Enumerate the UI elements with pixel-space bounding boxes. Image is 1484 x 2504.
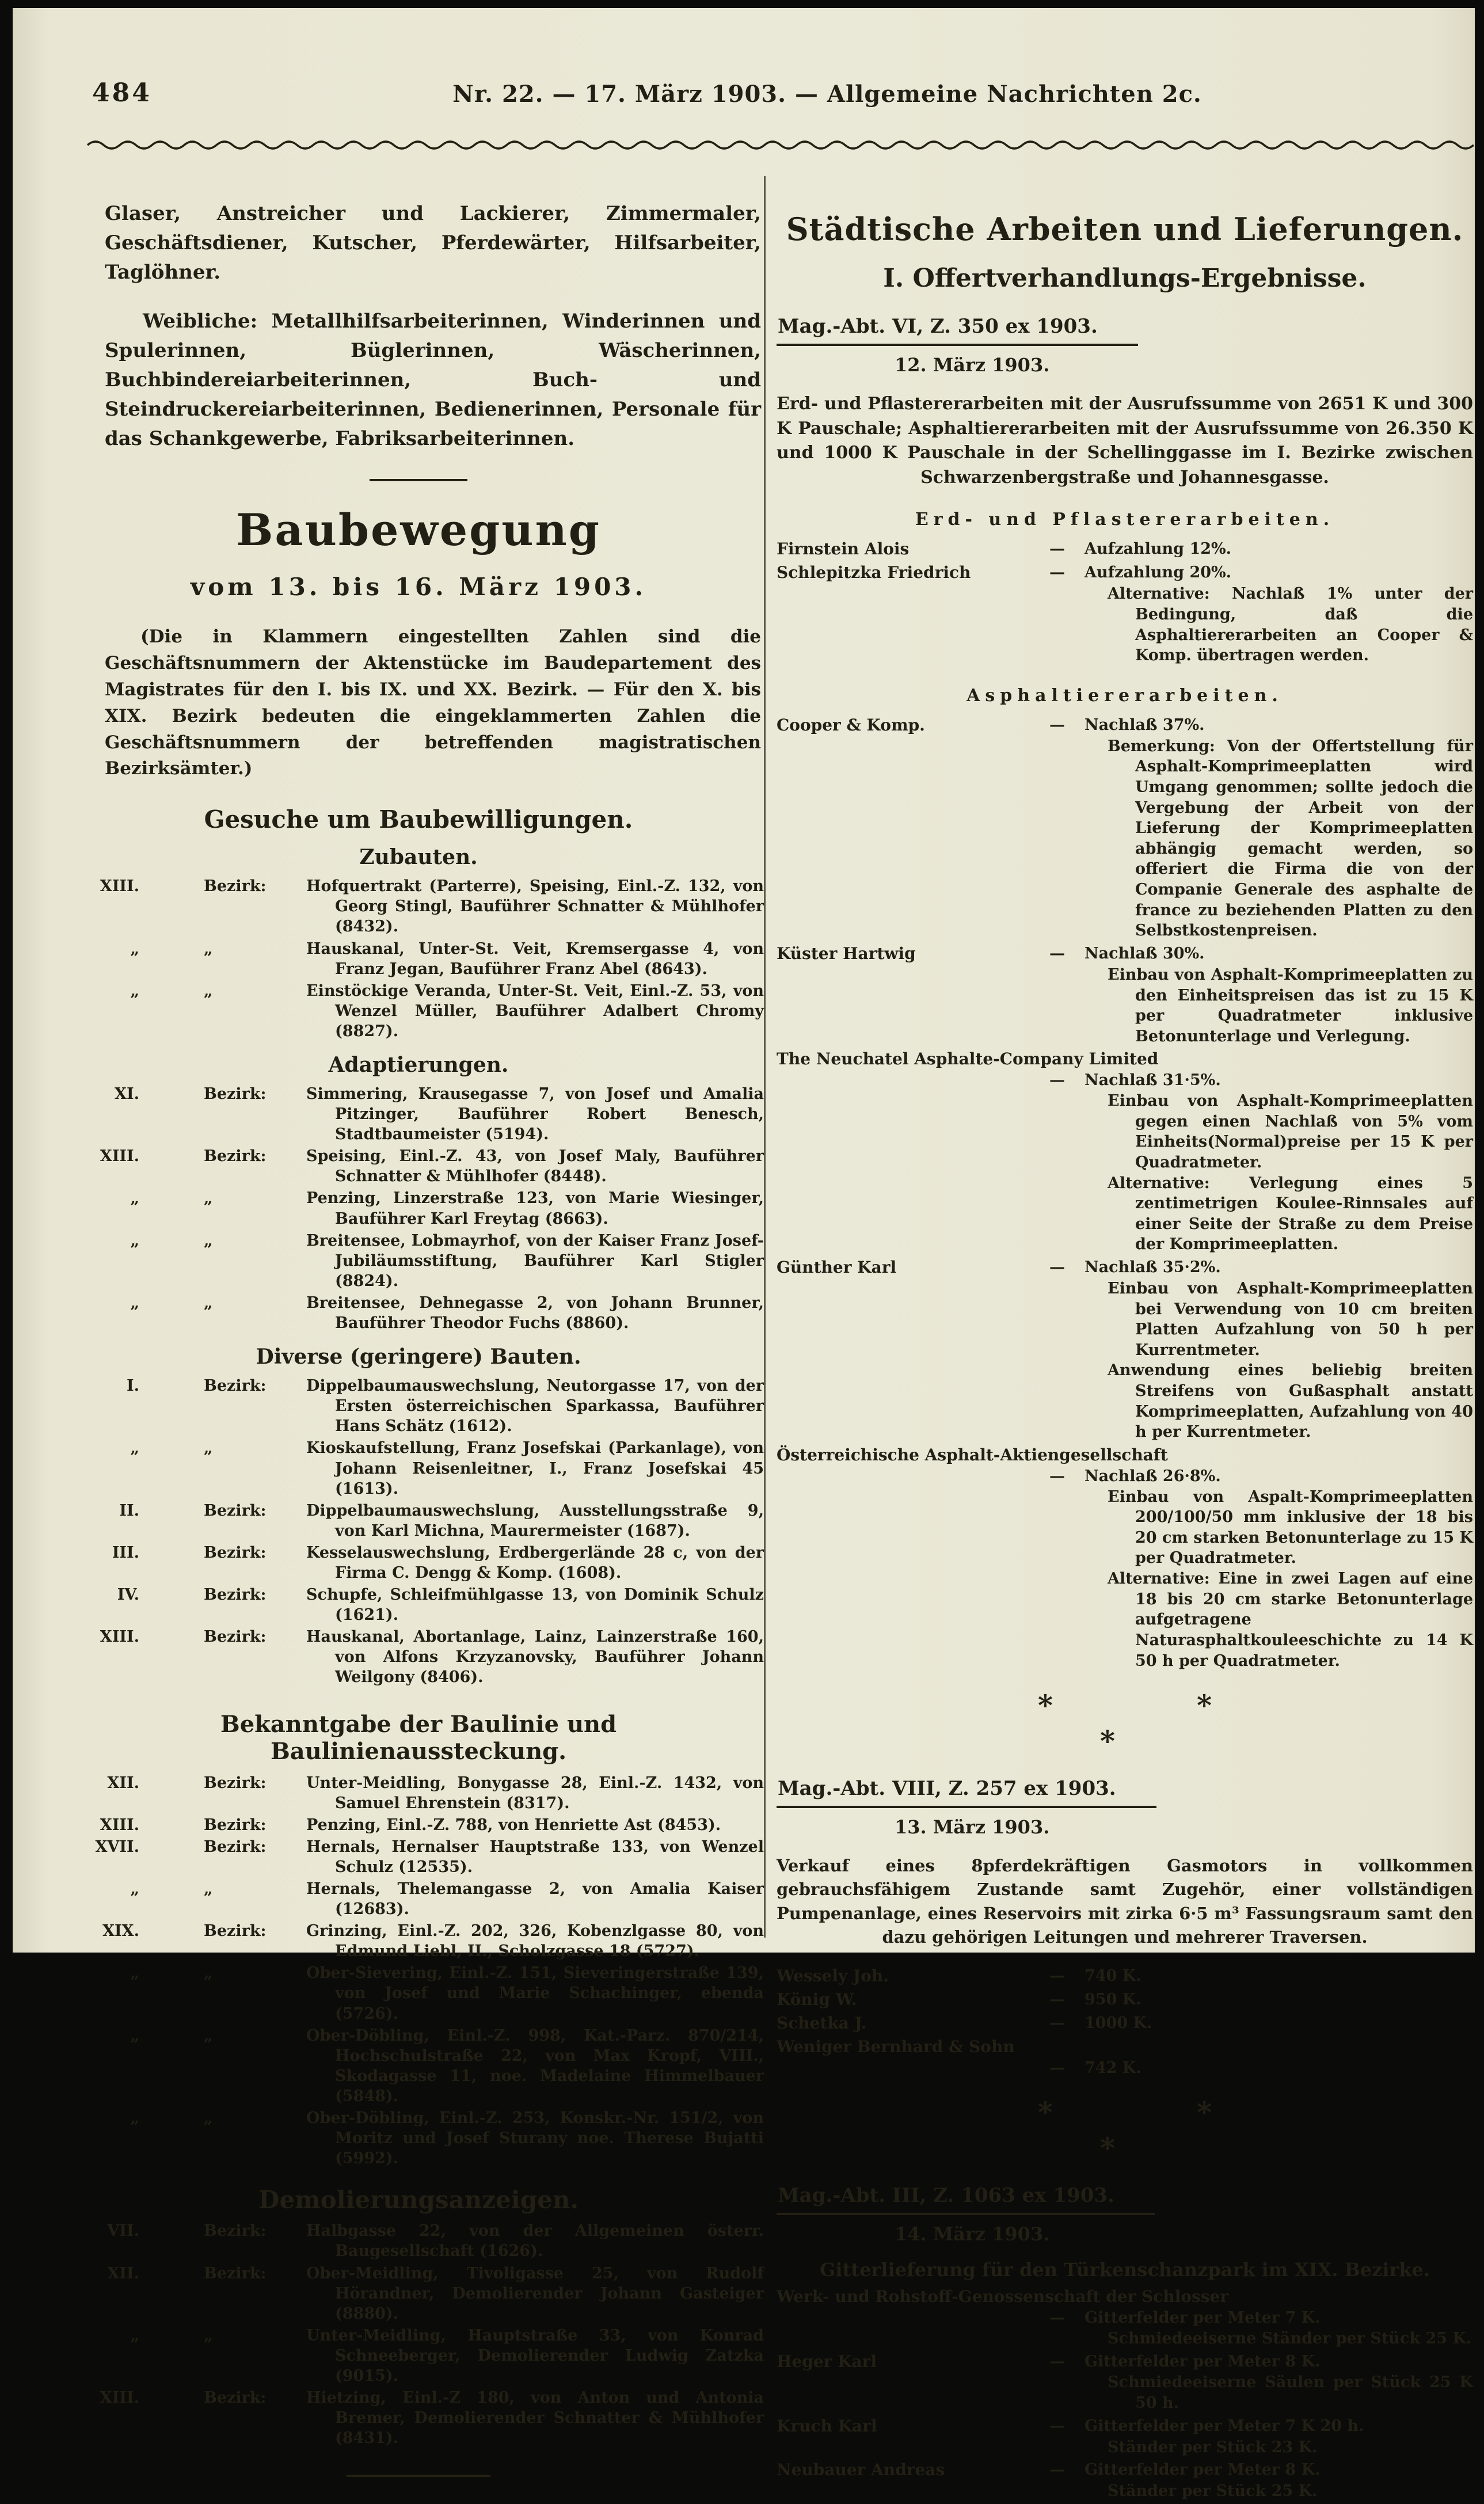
register-entry bbox=[73, 2263, 764, 2324]
bidder-name: Günther Karl bbox=[777, 1258, 897, 1277]
entry-text: Kesselauswechslung, Erdbergerlände 28 c, von der Firma C. Dengg & Komp. (1608). bbox=[306, 1543, 764, 1582]
bidder-row bbox=[777, 2286, 1473, 2349]
bidder-name: Heger Karl bbox=[777, 2351, 877, 2371]
district-label: „ bbox=[204, 1964, 213, 1982]
entry-text: Ober-Sievering, Einl.-Z. 151, Sieveringerstraße 139, von Josef und Marie Schachinger, ebenda (5726). bbox=[306, 1964, 764, 2023]
star-icon: * bbox=[1099, 1724, 1116, 1759]
bidder-row bbox=[777, 1966, 1473, 1987]
bid-result: Aufzahlung 12%. bbox=[1085, 540, 1232, 558]
dash: — bbox=[1049, 2014, 1065, 2032]
district-numeral: II. bbox=[119, 1501, 139, 1520]
entry-text: Speising, Einl.-Z. 43, von Josef Maly, Bauführer Schnatter & Mühlhofer (8448). bbox=[306, 1147, 764, 1186]
district-numeral: XII. bbox=[107, 1774, 139, 1792]
heading-adaptierungen: Adaptierungen. bbox=[328, 1053, 509, 1077]
column-divider bbox=[764, 176, 766, 1938]
heading-diverse-bauten: Diverse (geringere) Bauten. bbox=[256, 1345, 581, 1369]
spacer bbox=[777, 1070, 1030, 1091]
bidder-name: Firnstein Alois bbox=[777, 539, 910, 559]
entry-text: Hietzing, Einl.-Z 180, von Anton und Antonia Bremer, Demolierender Schnatter & Mühlhofer (8431). bbox=[306, 2389, 764, 2448]
asterisk-separator bbox=[777, 2095, 1473, 2166]
adaptierungen-list bbox=[73, 1084, 764, 1333]
district-label: Bezirk: bbox=[204, 1147, 267, 1166]
district-numeral: „ bbox=[130, 939, 139, 958]
entry-text: Penzing, Einl.-Z. 788, von Henriette Ast (8453). bbox=[306, 1816, 721, 1834]
bidder-row bbox=[777, 562, 1473, 665]
bidder-name: Schlepitzka Friedrich bbox=[777, 563, 971, 583]
district-label: Bezirk: bbox=[204, 1085, 267, 1103]
baulinie-list bbox=[73, 1773, 764, 2169]
bid-note: Einbau von Asphalt-Komprimeeplatten bei Verwendung von 10 cm breiten Platten Aufzahlung von 50 h per Kurrentmeter. bbox=[1108, 1279, 1473, 1359]
bid-note: Alternative: Verlegung eines 5 zentimetrigen Koulee-Rinnsales auf einer Seite der Straße zu dem Preise der Komprimeeplatten. bbox=[1108, 1174, 1473, 1254]
district-label: „ bbox=[204, 2026, 213, 2045]
heading-demolierungen: Demolierungsanzeigen. bbox=[258, 2186, 579, 2214]
bidder-row bbox=[777, 715, 1473, 941]
district-numeral: VII. bbox=[107, 2222, 139, 2240]
dash: — bbox=[1049, 2417, 1065, 2435]
demolierungen-list bbox=[73, 2221, 764, 2448]
star-icon: * bbox=[1037, 1688, 1053, 1723]
heading-staedtische-arbeiten: Städtische Arbeiten und Lieferungen. bbox=[786, 211, 1464, 248]
bid-note: Ständer per Stück 23 K. bbox=[1108, 2438, 1318, 2456]
entry-text: Schupfe, Schleifmühlgasse 13, von Dominik Schulz (1621). bbox=[306, 1586, 764, 1624]
district-numeral: XIII. bbox=[100, 1628, 139, 1646]
page-number: 484 bbox=[92, 78, 152, 108]
heading-zubauten: Zubauten. bbox=[359, 845, 478, 870]
entry-text: Kioskaufstellung, Franz Josefskai (Parkanlage), von Johann Reisenleitner, I., Franz Josefskai 45 (1613). bbox=[306, 1439, 764, 1498]
district-label: Bezirk: bbox=[204, 2222, 267, 2240]
bid-result: Nachlaß 31·5%. bbox=[1085, 1071, 1221, 1090]
dash: — bbox=[1049, 1990, 1065, 2008]
register-entry bbox=[73, 1146, 764, 1186]
subheading-asphaltierer: Asphaltiererarbeiten. bbox=[966, 685, 1283, 706]
district-label: „ bbox=[204, 1439, 213, 1458]
file-reference-3: Mag.-Abt. III, Z. 1063 ex 1903. bbox=[777, 2184, 1155, 2215]
district-label: „ bbox=[204, 1293, 213, 1312]
district-label: „ bbox=[204, 981, 213, 1000]
dash: — bbox=[1049, 2352, 1065, 2370]
district-label: Bezirk: bbox=[204, 1501, 267, 1520]
district-numeral: „ bbox=[130, 1189, 139, 1208]
district-numeral: „ bbox=[130, 1293, 139, 1312]
district-label: „ bbox=[204, 2109, 213, 2128]
register-entry bbox=[73, 1501, 764, 1541]
wavy-rule bbox=[87, 137, 1469, 153]
file-reference-2: Mag.-Abt. VIII, Z. 257 ex 1903. bbox=[777, 1777, 1156, 1808]
right-column bbox=[777, 211, 1473, 2504]
bid-amount: 1000 K. bbox=[1085, 2014, 1152, 2032]
entry-text: Ober-Döbling, Einl.-Z. 253, Konskr.-Nr. 151/2, von Moritz und Josef Sturany noe. Therese Bujatti (5992). bbox=[306, 2109, 764, 2168]
district-label: Bezirk: bbox=[204, 1922, 267, 1940]
star-icon: * bbox=[1197, 1688, 1212, 1723]
district-label: Bezirk: bbox=[204, 1628, 267, 1646]
bidder-name: Werk- und Rohstoff-Genossenschaft der Schlosser bbox=[777, 2287, 1229, 2307]
register-entry bbox=[73, 1627, 764, 1687]
bidder-row bbox=[777, 1257, 1473, 1443]
register-entry bbox=[73, 2326, 764, 2386]
entry-text: Hauskanal, Abortanlage, Lainz, Lainzerstraße 160, von Alfons Krzyzanovsky, Bauführer Johann Weilgony (8406). bbox=[306, 1628, 764, 1687]
bid-amount: 742 K. bbox=[1085, 2058, 1141, 2077]
dash: — bbox=[1049, 540, 1065, 558]
star-icon: * bbox=[1197, 2095, 1212, 2130]
dash: — bbox=[1049, 1467, 1065, 1485]
bidder-row bbox=[777, 1989, 1473, 2011]
dash: — bbox=[1049, 1071, 1065, 1090]
dash: — bbox=[1049, 2058, 1065, 2077]
register-entry bbox=[73, 1837, 764, 1877]
bid-result: Gitterfelder per Meter 7 K. bbox=[1085, 2309, 1321, 2327]
bidder-row bbox=[777, 2460, 1473, 2502]
bidder-name: Wessely Joh. bbox=[777, 1966, 889, 1985]
heading-gitterlieferung: Gitterlieferung für den Türkenschanzpark im XIX. Bezirke. bbox=[820, 2259, 1430, 2281]
spacer bbox=[777, 2308, 1030, 2328]
bid-note: Schmiedeeiserne Ständer per Stück 25 K. bbox=[1108, 2329, 1472, 2347]
bid-result: Gitterfelder per Meter 8 K. bbox=[1085, 2352, 1321, 2370]
district-numeral: XIX. bbox=[102, 1922, 139, 1940]
district-numeral: XIII. bbox=[100, 2389, 139, 2407]
baubewegung-daterange: vom 13. bis 16. März 1903. bbox=[190, 573, 647, 601]
register-entry bbox=[73, 2388, 764, 2448]
notice-date-1: 12. März 1903. bbox=[895, 354, 1050, 376]
subheading-erd-pflasterer: Erd- und Pflastererarbeiten. bbox=[915, 509, 1335, 530]
heading-gesuche: Gesuche um Baubewilligungen. bbox=[204, 805, 633, 834]
bid-result: Nachlaß 35·2%. bbox=[1085, 1258, 1221, 1277]
register-entry bbox=[73, 1293, 764, 1333]
bidder-name: Schetka J. bbox=[777, 2013, 867, 2033]
bidder-name: Cooper & Komp. bbox=[777, 715, 925, 735]
bid-note: Anwendung eines beliebig breiten Streifens von Gußasphalt anstatt Komprimeeplatten, Aufzahlung von 40 h per Kurrentmeter. bbox=[1108, 1361, 1473, 1441]
heading-baulinie: Bekanntgabe der Baulinie und Baulinienaussteckung. bbox=[220, 1710, 617, 1765]
district-numeral: XIII. bbox=[100, 877, 139, 896]
asterisk-separator bbox=[777, 1688, 1473, 1759]
star-icon: * bbox=[1099, 2131, 1116, 2166]
entry-text: Ober-Döbling, Einl.-Z. 998, Kat.-Parz. 870/214, Hochschulstraße 22, von Max Kropf, VIII., Skodagasse 11, noe. Madelaine Himmelbauer (5848). bbox=[306, 2026, 764, 2105]
district-numeral: III. bbox=[112, 1543, 139, 1562]
district-numeral: XIII. bbox=[100, 1147, 139, 1166]
district-label: Bezirk: bbox=[204, 1543, 267, 1562]
dash: — bbox=[1049, 2309, 1065, 2327]
bidder-row bbox=[777, 2351, 1473, 2414]
bidder-name: Neubauer Andreas bbox=[777, 2460, 945, 2480]
district-label: „ bbox=[204, 1231, 213, 1250]
entry-text: Dippelbaumauswechslung, Neutorgasse 17, von der Ersten österreichischen Sparkassa, Bauführer Hans Schätz (1612). bbox=[306, 1377, 764, 1436]
bidder-name: König W. bbox=[777, 1989, 857, 2009]
bidder-row bbox=[777, 2013, 1473, 2034]
bidder-row bbox=[777, 2037, 1473, 2079]
register-entry bbox=[73, 1376, 764, 1436]
entry-text: Dippelbaumauswechslung, Ausstellungsstraße 9, von Karl Michna, Maurermeister (1687). bbox=[306, 1501, 764, 1540]
district-numeral: „ bbox=[130, 1439, 139, 1458]
bidder-name: Kruch Karl bbox=[777, 2416, 877, 2435]
bid-amount: 950 K. bbox=[1085, 1990, 1141, 2008]
entry-text: Hernals, Thelemangasse 2, von Amalia Kaiser (12683). bbox=[306, 1880, 764, 1919]
notice-1-description: Erd- und Pflastererarbeiten mit der Ausrufssumme von 2651 K und 300 K Pauschale; Asphaltiererarbeiten mit der Ausrufssumme von 26.350 K und 1000 K Pauschale in der Schellinggasse im I. Bezirke zwischen Schwarzenbergstraße und Johannesgasse. bbox=[777, 394, 1473, 488]
entry-text: Unter-Meidling, Hauptstraße 33, von Konrad Schneeberger, Demolierender Ludwig Zatzka (9015). bbox=[306, 2326, 764, 2385]
district-label: „ bbox=[204, 939, 213, 958]
zubauten-list bbox=[73, 876, 764, 1041]
bid-note: Ständer per Stück 25 K. bbox=[1108, 2482, 1318, 2501]
dash: — bbox=[1049, 1966, 1065, 1985]
register-entry bbox=[73, 1963, 764, 2023]
district-label: Bezirk: bbox=[204, 1837, 267, 1856]
district-label: „ bbox=[204, 2326, 213, 2345]
entry-text: Ober-Meidling, Tivoligasse 25, von Rudolf Hörandner, Demolierender Johann Gasteiger (8880). bbox=[306, 2264, 764, 2323]
heading-offertverhandlungs-ergebnisse: I. Offertverhandlungs-Ergebnisse. bbox=[883, 264, 1367, 293]
bid-note: Schmiedeeiserne Säulen per Stück 25 K 50 h. bbox=[1108, 2373, 1473, 2412]
bidder-row bbox=[777, 539, 1473, 560]
entry-text: Hauskanal, Unter-St. Veit, Kremsergasse 4, von Franz Jegan, Bauführer Franz Abel (8643). bbox=[306, 939, 764, 978]
register-entry bbox=[73, 1585, 764, 1625]
district-label: Bezirk: bbox=[204, 2264, 267, 2282]
register-entry bbox=[73, 876, 764, 937]
bid-note: Einbau von Asphalt-Komprimeeplatten zu den Einheitspreisen das ist zu 15 K per Quadratmeter inklusive Betonunterlage und Verlegung. bbox=[1108, 965, 1473, 1045]
district-label: Bezirk: bbox=[204, 1377, 267, 1395]
end-rule bbox=[347, 2475, 490, 2477]
bid-result: Nachlaß 37%. bbox=[1085, 716, 1205, 734]
bid-result: Aufzahlung 20%. bbox=[1085, 564, 1232, 582]
district-numeral: XI. bbox=[115, 1085, 139, 1103]
district-numeral: XVII. bbox=[95, 1837, 139, 1856]
district-numeral: „ bbox=[130, 1880, 139, 1898]
spacer bbox=[777, 2058, 1030, 2079]
bidder-name: Weniger Bernhard & Sohn bbox=[777, 2037, 1015, 2056]
district-numeral: „ bbox=[130, 981, 139, 1000]
bidder-row bbox=[777, 943, 1473, 1046]
entry-text: Simmering, Krausegasse 7, von Josef und Amalia Pitzinger, Bauführer Robert Benesch, Stadtbaumeister (5194). bbox=[306, 1085, 764, 1144]
bidder-row bbox=[777, 1445, 1473, 1671]
district-numeral: XIII. bbox=[100, 1816, 139, 1834]
district-label: „ bbox=[204, 1189, 213, 1208]
bid-result: Nachlaß 26·8%. bbox=[1085, 1467, 1221, 1485]
district-label: „ bbox=[204, 1880, 213, 1898]
entry-text: Unter-Meidling, Bonygasse 28, Einl.-Z. 1432, von Samuel Ehrenstein (8317). bbox=[306, 1774, 764, 1812]
register-entry bbox=[73, 1879, 764, 1919]
entry-text: Einstöckige Veranda, Unter-St. Veit, Einl.-Z. 53, von Wenzel Müller, Bauführer Adalbert Chromy (8827). bbox=[306, 981, 764, 1040]
bidder-name: Küster Hartwig bbox=[777, 943, 916, 963]
bid-note: Alternative: Nachlaß 1% unter der Bedingung, daß die Asphaltiererarbeiten an Cooper & Komp. übertragen werden. bbox=[1108, 585, 1473, 665]
dash: — bbox=[1049, 716, 1065, 734]
bidder-row bbox=[777, 2416, 1473, 2458]
register-entry bbox=[73, 1438, 764, 1498]
dash: — bbox=[1049, 1258, 1065, 1277]
bid-note: Einbau von Aspalt-Komprimeeplatten 200/100/50 mm inklusive der 18 bis 20 cm starken Betonunterlage zu 15 K per Quadratmeter. bbox=[1108, 1487, 1473, 1567]
entry-text: Penzing, Linzerstraße 123, von Marie Wiesinger, Bauführer Karl Freytag (8663). bbox=[306, 1189, 764, 1228]
register-entry bbox=[73, 939, 764, 979]
dash: — bbox=[1049, 564, 1065, 582]
bid-note: Einbau von Asphalt-Komprimeeplatten gegen einen Nachlaß von 5% vom Einheits(Normal)preise per 15 K per Quadratmeter. bbox=[1108, 1092, 1473, 1171]
notice-date-3: 14. März 1903. bbox=[895, 2223, 1050, 2246]
labor-list-male: Glaser, Anstreicher und Lackierer, Zimmermaler, Geschäftsdiener, Kutscher, Pferdewärter, Hilfsarbeiter, Taglöhner. bbox=[105, 202, 761, 284]
district-numeral: „ bbox=[130, 1231, 139, 1250]
register-entry bbox=[73, 2108, 764, 2168]
district-label: Bezirk: bbox=[204, 877, 267, 896]
file-reference-1: Mag.-Abt. VI, Z. 350 ex 1903. bbox=[777, 315, 1138, 346]
entry-text: Grinzing, Einl.-Z. 202, 326, Kobenzlgasse 80, von Edmund Liebl, II., Scholzgasse 18 (5727). bbox=[306, 1922, 764, 1961]
bid-note: Bemerkung: Von der Offertstellung für Asphalt-Komprimeeplatten wird Umgang genommen; sollte jedoch die Vergebung der Arbeit von der Lieferung der Komprimeeplatten abhängig gemacht werden, so offeriert die Firma die von der Companie Generale des asphalte de france zu beziehenden Platten zu den Selbstkostenpreisen. bbox=[1108, 737, 1473, 940]
district-label: Bezirk: bbox=[204, 2389, 267, 2407]
labor-list-female: Weibliche: Metallhilfsarbeiterinnen, Winderinnen und Spulerinnen, Büglerinnen, Wäscherinnen, Buchbindereiarbeiterinnen, Buch- und Steindruckereiarbeiterinnen, Bedienerinnen, Personale für das Schankgewerbe, Fabriksarbeiterinnen. bbox=[105, 310, 761, 450]
register-entry bbox=[73, 1231, 764, 1291]
entry-text: Halbgasse 22, von der Allgemeinen österr. Baugesellschaft (1626). bbox=[306, 2222, 764, 2261]
register-entry bbox=[73, 1188, 764, 1228]
register-entry bbox=[73, 1084, 764, 1144]
notice-date-2: 13. März 1903. bbox=[895, 1816, 1050, 1839]
dash: — bbox=[1049, 2461, 1065, 2479]
notice-2-description: Verkauf eines 8pferdekräftigen Gasmotors in vollkommen gebrauchsfähigem Zustande samt Zugehör, einer vollständigen Pumpenanlage, eines Reservoirs mit zirka 6·5 m³ Fassungsraum samt den dazu gehörigen Leitungen und mehrerer Traversen. bbox=[777, 1856, 1473, 1947]
entry-text: Hofquertrakt (Parterre), Speising, Einl.-Z. 132, von Georg Stingl, Bauführer Schnatter & Mühlhofer (8432). bbox=[306, 877, 764, 936]
district-label: Bezirk: bbox=[204, 1816, 267, 1834]
register-entry bbox=[73, 1815, 764, 1835]
district-numeral: IV. bbox=[117, 1586, 139, 1604]
register-entry bbox=[73, 2026, 764, 2106]
register-entry bbox=[73, 1543, 764, 1583]
district-numeral: I. bbox=[126, 1377, 139, 1395]
left-column bbox=[73, 180, 764, 2477]
register-entry bbox=[73, 981, 764, 1041]
register-entry bbox=[73, 1921, 764, 1961]
entry-text: Breitensee, Dehnegasse 2, von Johann Brunner, Bauführer Theodor Fuchs (8860). bbox=[306, 1293, 764, 1333]
district-numeral: „ bbox=[130, 2109, 139, 2128]
spacer bbox=[777, 1466, 1030, 1487]
bidder-row bbox=[777, 1049, 1473, 1255]
district-numeral: XII. bbox=[107, 2264, 139, 2282]
register-entry bbox=[73, 2221, 764, 2261]
district-numeral: „ bbox=[130, 1964, 139, 1982]
bid-result: Nachlaß 30%. bbox=[1085, 944, 1205, 962]
register-entry bbox=[73, 1773, 764, 1813]
bidder-name: Österreichische Asphalt-Aktiengesellschaft bbox=[777, 1445, 1168, 1464]
bidder-name: The Neuchatel Asphalte-Company Limited bbox=[777, 1049, 1159, 1069]
entry-text: Breitensee, Lobmayrhof, von der Kaiser Franz Josef-Jubiläumsstiftung, Bauführer Karl Stigler (8824). bbox=[306, 1231, 764, 1290]
newspaper-sheet bbox=[13, 8, 1475, 2501]
page-header: Nr. 22. — 17. März 1903. — Allgemeine Nachrichten 2c. bbox=[452, 81, 1202, 108]
baubewegung-note: (Die in Klammern eingestellten Zahlen sind die Geschäftsnummern der Aktenstücke im Baudepartement des Magistrates für den I. bis IX. und XX. Bezirk. — Für den X. bis XIX. Bezirk bedeuten die eingeklammerten Zahlen die Geschäftsnummern der betreffenden magistratischen Bezirksämter.) bbox=[105, 626, 761, 779]
district-numeral: „ bbox=[130, 2026, 139, 2045]
bid-result: Gitterfelder per Meter 7 K 20 h. bbox=[1085, 2417, 1364, 2435]
district-numeral: „ bbox=[130, 2326, 139, 2345]
entry-text: Hernals, Hernalser Hauptstraße 133, von Wenzel Schulz (12535). bbox=[306, 1837, 764, 1876]
district-label: Bezirk: bbox=[204, 1774, 267, 1792]
star-icon: * bbox=[1037, 2095, 1053, 2130]
district-label: Bezirk: bbox=[204, 1586, 267, 1604]
section-rule bbox=[370, 479, 467, 481]
bid-amount: 740 K. bbox=[1085, 1966, 1141, 1985]
dash: — bbox=[1049, 944, 1065, 962]
bid-result: Gitterfelder per Meter 8 K. bbox=[1085, 2461, 1321, 2479]
diverse-list bbox=[73, 1376, 764, 1687]
bid-note: Alternative: Eine in zwei Lagen auf eine 18 bis 20 cm starke Betonunterlage aufgetragene Naturasphaltkouleeschichte zu 14 K 50 h per Quadratmeter. bbox=[1108, 1570, 1473, 1670]
heading-baubewegung: Baubewegung bbox=[236, 504, 601, 555]
